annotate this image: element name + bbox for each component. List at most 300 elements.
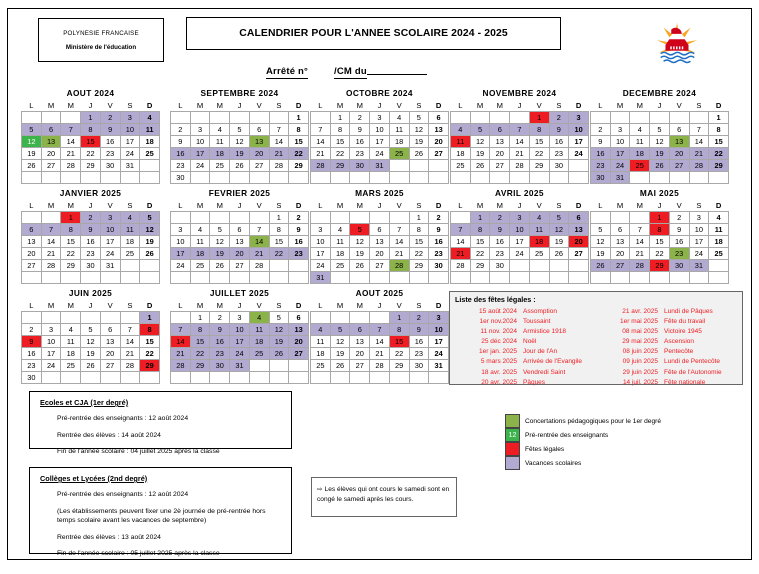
weekday-header: L xyxy=(178,301,183,310)
week-row xyxy=(171,360,309,372)
empty-cell xyxy=(490,272,510,284)
empty-cell xyxy=(100,372,120,384)
day-cell: 16 xyxy=(22,348,42,360)
day-cell: 21 xyxy=(249,248,269,260)
weekday-header: V xyxy=(107,201,113,210)
empty-cell xyxy=(350,312,370,324)
day-cell: 27 xyxy=(230,260,250,272)
day-cell: 31 xyxy=(610,172,630,184)
day-cell: 23 xyxy=(81,248,101,260)
month-block xyxy=(450,188,589,284)
day-cell: 16 xyxy=(350,136,370,148)
arrow-right-icon: ⇨ xyxy=(317,486,323,493)
empty-cell xyxy=(709,172,729,184)
empty-cell xyxy=(41,112,61,124)
weekday-header: L xyxy=(458,101,463,110)
day-cell: 10 xyxy=(610,136,630,148)
legend xyxy=(505,414,745,470)
day-cell: 7 xyxy=(61,124,81,136)
week-row xyxy=(451,124,589,136)
day-cell: 14 xyxy=(61,136,81,148)
day-cell: 17 xyxy=(370,136,390,148)
empty-cell xyxy=(569,172,589,184)
day-cell: 21 xyxy=(269,148,289,160)
day-cell: 10 xyxy=(510,224,530,236)
day-cell: 6 xyxy=(490,124,510,136)
weekday-header: J xyxy=(517,101,522,110)
day-cell: 6 xyxy=(22,224,42,236)
empty-cell xyxy=(190,372,210,384)
week-row xyxy=(311,248,449,260)
month-title: JANVIER 2025 xyxy=(59,188,122,198)
day-cell: 11 xyxy=(330,236,350,248)
day-cell: 22 xyxy=(269,248,289,260)
arrete-date-blank xyxy=(367,64,427,75)
week-row xyxy=(22,272,160,284)
weekday-header: M xyxy=(336,301,344,310)
empty-cell xyxy=(311,312,331,324)
day-cell: 5 xyxy=(230,124,250,136)
empty-cell xyxy=(311,212,331,224)
day-cell: 3 xyxy=(190,124,210,136)
day-cell: 29 xyxy=(409,260,429,272)
holiday-row xyxy=(596,327,737,337)
week-row xyxy=(311,372,449,384)
weekday-header: M xyxy=(67,301,74,310)
empty-cell xyxy=(61,372,81,384)
day-cell: 15 xyxy=(61,236,81,248)
day-cell: 6 xyxy=(230,224,250,236)
day-cell: 2 xyxy=(171,124,191,136)
day-cell: 14 xyxy=(269,136,289,148)
empty-cell xyxy=(171,272,191,284)
day-cell: 1 xyxy=(81,112,101,124)
empty-cell xyxy=(22,172,42,184)
day-cell: 29 xyxy=(190,360,210,372)
weekday-header: M xyxy=(616,101,624,110)
legend-row xyxy=(505,456,745,470)
day-cell: 13 xyxy=(100,336,120,348)
day-cell: 1 xyxy=(190,312,210,324)
empty-cell xyxy=(140,160,160,172)
day-cell: 9 xyxy=(350,124,370,136)
holiday-name: Fête du travail xyxy=(664,318,706,326)
holiday-name: Arrivée de l'Evangile xyxy=(523,358,583,366)
day-cell: 20 xyxy=(249,148,269,160)
day-cell: 21 xyxy=(61,148,81,160)
day-cell: 31 xyxy=(689,260,709,272)
day-cell: 13 xyxy=(41,136,61,148)
day-cell: 13 xyxy=(350,336,370,348)
empty-cell xyxy=(409,172,429,184)
day-cell: 6 xyxy=(370,224,390,236)
day-cell: 9 xyxy=(429,224,449,236)
day-cell: 11 xyxy=(120,224,140,236)
empty-cell xyxy=(630,212,650,224)
month-block xyxy=(590,88,729,184)
weekday-header: L xyxy=(29,301,34,310)
day-cell: 5 xyxy=(591,224,611,236)
day-cell: 28 xyxy=(120,360,140,372)
weekday-header: D xyxy=(435,101,442,110)
weekday-header: M xyxy=(47,201,55,210)
day-cell: 5 xyxy=(22,124,42,136)
day-cell: 31 xyxy=(100,260,120,272)
empty-cell xyxy=(311,172,331,184)
week-row xyxy=(171,172,309,184)
empty-cell xyxy=(140,172,160,184)
day-cell: 31 xyxy=(429,360,449,372)
day-cell: 20 xyxy=(22,248,42,260)
week-row xyxy=(171,124,309,136)
week-row xyxy=(591,160,729,172)
empty-cell xyxy=(370,372,390,384)
weekday-header: D xyxy=(575,101,582,110)
page-title: CALENDRIER POUR L'ANNEE SCOLAIRE 2024 - 2025 xyxy=(239,28,508,39)
holiday-row xyxy=(455,368,596,378)
day-cell: 3 xyxy=(569,112,589,124)
day-cell: 26 xyxy=(470,160,490,172)
day-cell: 25 xyxy=(120,248,140,260)
day-cell: 14 xyxy=(389,236,409,248)
empty-cell xyxy=(171,372,191,384)
empty-cell xyxy=(230,212,250,224)
day-cell: 28 xyxy=(689,160,709,172)
empty-cell xyxy=(370,212,390,224)
holiday-date: 29 mai 2025 xyxy=(622,338,658,346)
day-cell: 25 xyxy=(451,160,471,172)
day-cell: 1 xyxy=(289,112,309,124)
month-block xyxy=(170,188,309,284)
day-cell: 24 xyxy=(311,260,331,272)
day-cell: 22 xyxy=(409,248,429,260)
weekday-header: J xyxy=(88,301,93,310)
empty-cell xyxy=(630,172,650,184)
saturday-note xyxy=(317,485,451,504)
day-cell: 23 xyxy=(669,248,689,260)
day-cell: 24 xyxy=(610,160,630,172)
weekday-header: M xyxy=(196,101,204,110)
empty-cell xyxy=(22,112,42,124)
empty-cell xyxy=(81,372,101,384)
day-cell: 6 xyxy=(350,324,370,336)
day-cell: 20 xyxy=(350,348,370,360)
day-cell: 11 xyxy=(190,236,210,248)
day-cell: 17 xyxy=(171,248,191,260)
empty-cell xyxy=(330,272,350,284)
empty-cell xyxy=(41,372,61,384)
french-polynesia-coat-of-arms-icon xyxy=(653,20,701,68)
empty-cell xyxy=(451,212,471,224)
empty-cell xyxy=(689,172,709,184)
day-cell: 20 xyxy=(610,248,630,260)
empty-cell xyxy=(549,172,569,184)
week-row xyxy=(591,272,729,284)
day-cell: 18 xyxy=(389,136,409,148)
week-row xyxy=(591,260,729,272)
info-box-secondary-schools xyxy=(29,467,292,557)
day-cell: 9 xyxy=(22,336,42,348)
day-cell: 14 xyxy=(41,236,61,248)
day-cell: 26 xyxy=(409,148,429,160)
day-cell: 15 xyxy=(140,336,160,348)
day-cell: 24 xyxy=(510,248,530,260)
week-row xyxy=(591,236,729,248)
day-cell: 12 xyxy=(81,336,101,348)
day-cell: 5 xyxy=(330,324,350,336)
holiday-row xyxy=(596,317,737,327)
day-cell: 17 xyxy=(230,336,250,348)
day-cell: 9 xyxy=(490,224,510,236)
day-cell: 6 xyxy=(249,124,269,136)
day-cell: 4 xyxy=(630,124,650,136)
empty-cell xyxy=(61,172,81,184)
day-cell: 23 xyxy=(409,348,429,360)
day-cell: 2 xyxy=(409,312,429,324)
day-cell: 16 xyxy=(490,236,510,248)
info-line: Pré-rentrée des enseignants : 12 août 2024 xyxy=(57,415,189,422)
weekday-header: L xyxy=(318,101,323,110)
legend-label: Vacances scolaires xyxy=(525,459,582,467)
day-cell: 1 xyxy=(61,212,81,224)
day-cell: 12 xyxy=(330,336,350,348)
day-cell: 10 xyxy=(171,236,191,248)
empty-cell xyxy=(529,172,549,184)
empty-cell xyxy=(120,312,140,324)
day-cell: 18 xyxy=(190,248,210,260)
empty-cell xyxy=(689,112,709,124)
month-block xyxy=(21,88,160,184)
week-row xyxy=(22,136,160,148)
weekday-header: J xyxy=(377,201,382,210)
week-row xyxy=(171,248,309,260)
weekday-header: M xyxy=(336,201,344,210)
empty-cell xyxy=(669,172,689,184)
day-cell: 30 xyxy=(429,260,449,272)
month-table xyxy=(21,300,160,384)
day-cell: 20 xyxy=(669,148,689,160)
day-cell: 31 xyxy=(311,272,331,284)
legal-holidays-column-2 xyxy=(596,307,737,388)
day-cell: 16 xyxy=(289,236,309,248)
week-row xyxy=(591,172,729,184)
weekday-header: M xyxy=(356,101,363,110)
day-cell: 17 xyxy=(41,348,61,360)
weekday-header: V xyxy=(107,101,113,110)
holiday-name: Pentecôte xyxy=(664,348,694,356)
day-cell: 5 xyxy=(140,212,160,224)
day-cell: 17 xyxy=(190,148,210,160)
day-cell: 18 xyxy=(451,148,471,160)
empty-cell xyxy=(529,260,549,272)
week-row xyxy=(171,160,309,172)
day-cell: 13 xyxy=(230,236,250,248)
empty-cell xyxy=(529,272,549,284)
week-row xyxy=(22,160,160,172)
empty-cell xyxy=(41,172,61,184)
weekday-header: M xyxy=(196,301,204,310)
holiday-row xyxy=(455,327,596,337)
info-box-title: Ecoles et CJA (1er degré) xyxy=(40,398,129,407)
weekday-header: L xyxy=(178,101,183,110)
day-cell: 14 xyxy=(510,136,530,148)
day-cell: 2 xyxy=(429,212,449,224)
empty-cell xyxy=(210,172,230,184)
holiday-row xyxy=(596,357,737,367)
day-cell: 10 xyxy=(569,124,589,136)
day-cell: 18 xyxy=(61,348,81,360)
day-cell: 10 xyxy=(311,236,331,248)
month-table xyxy=(310,200,449,284)
day-cell: 27 xyxy=(569,248,589,260)
weekday-header: L xyxy=(598,101,603,110)
empty-cell xyxy=(409,160,429,172)
holiday-row xyxy=(455,307,596,317)
day-cell: 4 xyxy=(389,112,409,124)
day-cell: 28 xyxy=(171,360,191,372)
holiday-date: 1er mai 2025 xyxy=(620,318,658,326)
day-cell: 26 xyxy=(140,248,160,260)
day-cell: 25 xyxy=(529,248,549,260)
day-cell: 8 xyxy=(409,224,429,236)
week-row xyxy=(171,324,309,336)
empty-cell xyxy=(389,160,409,172)
weekday-header: D xyxy=(146,201,153,210)
day-cell: 28 xyxy=(510,160,530,172)
week-row xyxy=(171,148,309,160)
weekday-header: S xyxy=(416,201,422,210)
empty-cell xyxy=(389,212,409,224)
day-cell: 19 xyxy=(81,348,101,360)
day-cell: 8 xyxy=(709,124,729,136)
weekday-header: L xyxy=(29,101,34,110)
day-cell: 28 xyxy=(41,260,61,272)
day-cell: 3 xyxy=(370,112,390,124)
empty-cell xyxy=(249,112,269,124)
day-cell: 9 xyxy=(210,324,230,336)
day-cell: 23 xyxy=(490,248,510,260)
day-cell: 22 xyxy=(709,148,729,160)
empty-cell xyxy=(470,112,490,124)
week-row xyxy=(171,112,309,124)
day-cell: 2 xyxy=(22,324,42,336)
week-row xyxy=(171,260,309,272)
day-cell: 1 xyxy=(470,212,490,224)
empty-cell xyxy=(389,372,409,384)
day-cell: 29 xyxy=(140,360,160,372)
week-row xyxy=(22,372,160,384)
day-cell: 8 xyxy=(650,224,670,236)
empty-cell xyxy=(330,212,350,224)
empty-cell xyxy=(510,260,530,272)
month-table xyxy=(310,100,449,184)
day-cell: 21 xyxy=(510,148,530,160)
empty-cell xyxy=(22,312,42,324)
day-cell: 25 xyxy=(61,360,81,372)
holiday-name: Armistice 1918 xyxy=(523,328,566,336)
day-cell: 11 xyxy=(210,136,230,148)
weekday-header: J xyxy=(517,201,522,210)
weekday-header: V xyxy=(676,201,682,210)
day-cell: 4 xyxy=(311,324,331,336)
holiday-date: 09 juin 2025 xyxy=(622,358,658,366)
day-cell: 15 xyxy=(81,136,101,148)
day-cell: 12 xyxy=(591,236,611,248)
day-cell: 3 xyxy=(100,212,120,224)
week-row xyxy=(451,160,589,172)
day-cell: 27 xyxy=(610,260,630,272)
day-cell: 16 xyxy=(591,148,611,160)
weekday-header: M xyxy=(636,201,643,210)
empty-cell xyxy=(569,272,589,284)
info-line: Rentrée des élèves : 13 août 2024 xyxy=(57,533,161,541)
month-table xyxy=(450,200,589,284)
empty-cell xyxy=(370,272,390,284)
week-row xyxy=(22,236,160,248)
day-cell: 16 xyxy=(171,148,191,160)
week-row xyxy=(171,348,309,360)
day-cell: 30 xyxy=(350,160,370,172)
weekday-header: V xyxy=(107,301,113,310)
weekday-header: D xyxy=(435,301,442,310)
day-cell: 17 xyxy=(610,148,630,160)
day-cell: 10 xyxy=(41,336,61,348)
day-cell: 3 xyxy=(689,212,709,224)
day-cell: 28 xyxy=(370,360,390,372)
day-cell: 5 xyxy=(650,124,670,136)
day-cell: 19 xyxy=(591,248,611,260)
holiday-date: 29 juin 2025 xyxy=(622,368,658,376)
day-cell: 5 xyxy=(269,312,289,324)
empty-cell xyxy=(510,112,530,124)
week-row xyxy=(171,312,309,324)
day-cell: 24 xyxy=(190,160,210,172)
day-cell: 27 xyxy=(41,160,61,172)
week-row xyxy=(451,136,589,148)
day-cell: 28 xyxy=(269,160,289,172)
day-cell: 8 xyxy=(81,124,101,136)
week-row xyxy=(22,348,160,360)
day-cell: 23 xyxy=(22,360,42,372)
holiday-name: Fête nationale xyxy=(664,378,706,386)
day-cell: 15 xyxy=(529,136,549,148)
empty-cell xyxy=(429,172,449,184)
holiday-row xyxy=(596,307,737,317)
week-row xyxy=(22,360,160,372)
day-cell: 17 xyxy=(120,136,140,148)
day-cell: 27 xyxy=(22,260,42,272)
day-cell: 23 xyxy=(549,148,569,160)
empty-cell xyxy=(429,272,449,284)
day-cell: 3 xyxy=(120,112,140,124)
weekday-header: M xyxy=(216,101,223,110)
weekday-header: L xyxy=(458,201,463,210)
day-cell: 26 xyxy=(549,248,569,260)
empty-cell xyxy=(289,272,309,284)
week-row xyxy=(171,212,309,224)
empty-cell xyxy=(230,272,250,284)
day-cell: 2 xyxy=(591,124,611,136)
day-cell: 22 xyxy=(529,148,549,160)
week-row xyxy=(22,260,160,272)
week-row xyxy=(311,272,449,284)
day-cell: 24 xyxy=(230,348,250,360)
week-row xyxy=(311,112,449,124)
day-cell: 28 xyxy=(249,260,269,272)
empty-cell xyxy=(350,372,370,384)
day-cell: 5 xyxy=(350,224,370,236)
empty-cell xyxy=(510,172,530,184)
